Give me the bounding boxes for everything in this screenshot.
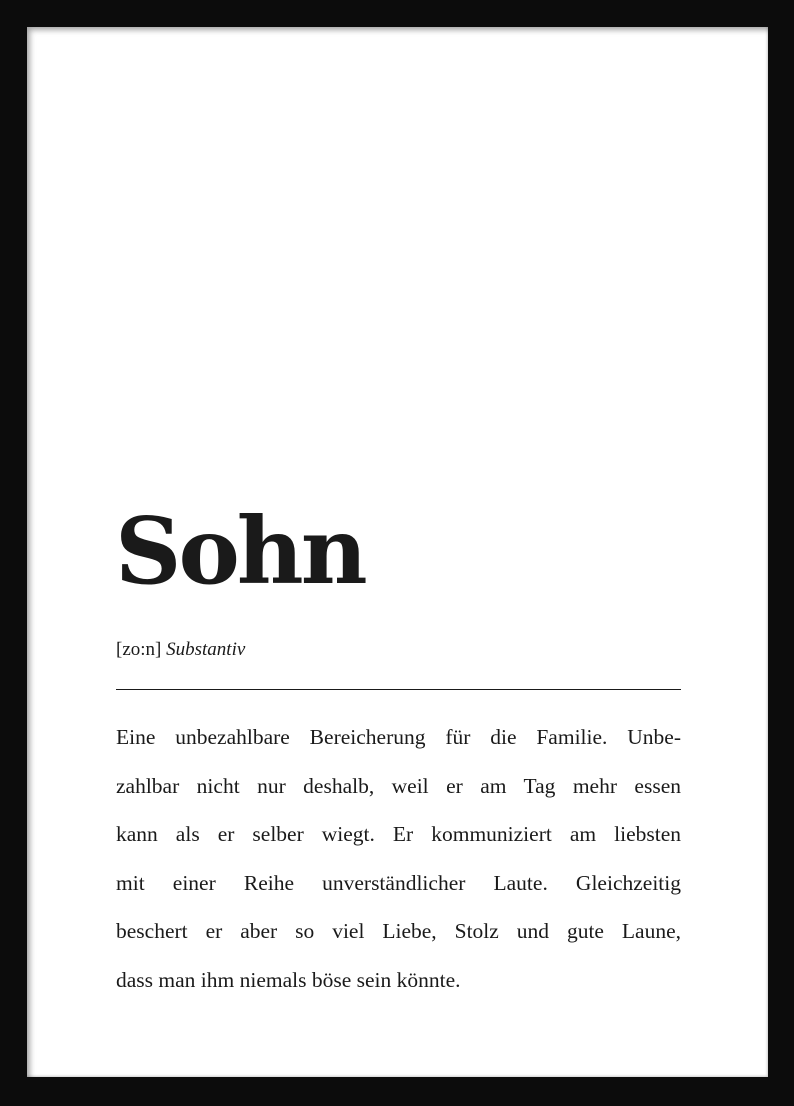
definition-line-3: kann als er selber wiegt. Er kommuniziert am liebsten [116,822,681,846]
definition-line-6: dass man ihm niemals böse sein könnte. [116,967,461,992]
pronunciation-line [116,639,245,661]
pronunciation: [zo:n] [116,639,162,660]
definition-line-4: mit einer Reihe unverständlicher Laute. Gleichzeitig [116,870,681,895]
definition-text [116,713,681,1004]
poster-paper [27,27,768,1077]
definition-line-1: Eine unbezahlbare Bereicherung für die Familie. Unbe- [116,725,681,749]
dictionary-word: Sohn [115,497,365,605]
definition-line-2: zahlbar nicht nur deshalb, weil er am Tag mehr essen [116,773,681,798]
definition-line-5: beschert er aber so viel Liebe, Stolz und gute Laune, [116,919,681,943]
divider-line [116,689,681,690]
part-of-speech: Substantiv [166,639,246,660]
